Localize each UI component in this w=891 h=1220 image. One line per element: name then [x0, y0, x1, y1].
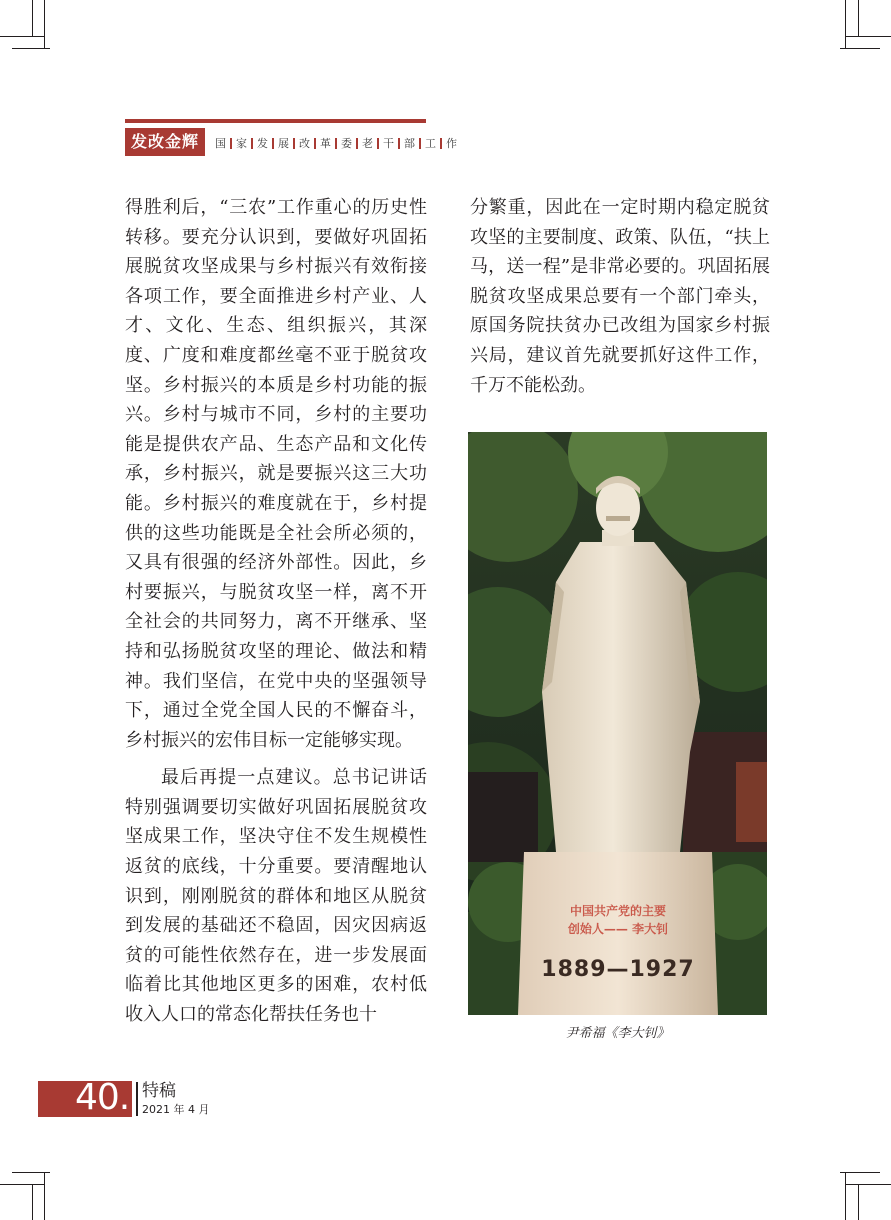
photo-caption: 尹希福《李大钊》	[565, 1026, 670, 1041]
header-title-char: 委	[341, 137, 352, 150]
crop-mark-bottom-right-h2	[840, 1172, 880, 1173]
nav-separator	[377, 138, 379, 149]
column-brand-logo: 发改金辉	[125, 128, 205, 156]
header-title-char: 部	[404, 137, 415, 150]
article-paragraph: 最后再提一点建议。总书记讲话特别强调要切实做好巩固拓展脱贫攻坚成果工作，坚决守住不发生规模性返贫的底线，十分重要。要清醒地认识到，刚刚脱贫的群体和地区从脱贫到发展的基础还不稳固，因灾因病返贫的可能性依然存在，进一步发展面临着比其他地区更多的困难，农村低收入人口的常态化帮扶任务也十	[125, 767, 427, 1026]
header-title-char: 国	[215, 137, 226, 150]
crop-mark-top-right-v2	[858, 0, 859, 36]
nav-separator	[419, 138, 421, 149]
crop-mark-bottom-left-v2	[32, 1184, 33, 1220]
article-left-column	[125, 193, 427, 1030]
crop-mark-bottom-left-h	[0, 1184, 44, 1185]
header-title-char: 作	[446, 137, 457, 150]
crop-mark-bottom-left-h2	[12, 1172, 50, 1173]
page-number: 40.	[75, 1077, 130, 1118]
header-title-char: 工	[425, 137, 436, 150]
crop-mark-top-left-h2	[12, 48, 50, 49]
pedestal-inscription-line1: 中国共产党的主要	[569, 904, 667, 918]
crop-mark-top-left-h	[0, 36, 44, 37]
nav-separator	[356, 138, 358, 149]
pedestal-years: 1889—1927	[541, 957, 695, 982]
crop-mark-top-left-v2	[32, 0, 33, 36]
crop-mark-bottom-left-v	[44, 1172, 45, 1220]
header-title-char: 老	[362, 137, 373, 150]
header-title-char: 家	[236, 137, 247, 150]
crop-mark-top-left-v	[44, 0, 45, 48]
crop-mark-top-right-v	[845, 0, 846, 48]
statue-photo	[468, 432, 767, 1015]
issue-date: 2021 年 4 月	[142, 1103, 210, 1116]
header-title-char: 干	[383, 137, 394, 150]
header-column-title	[213, 134, 459, 152]
article-right-column	[470, 193, 770, 400]
section-name: 特稿	[142, 1081, 176, 1101]
article-paragraph: 分繁重，因此在一定时期内稳定脱贫攻坚的主要制度、政策、队伍，“扶上马，送一程”是非常必要的。巩固拓展脱贫攻坚成果总要有一个部门牵头，原国务院扶贫办已改组为国家乡村振兴局，建议首先就要抓好这件工作，千万不能松劲。	[470, 197, 770, 396]
footer-divider	[136, 1082, 138, 1116]
nav-separator	[440, 138, 442, 149]
header-title-char: 革	[320, 137, 331, 150]
crop-mark-top-right-h2	[840, 48, 880, 49]
crop-mark-top-right-h	[845, 36, 891, 37]
nav-separator	[230, 138, 232, 149]
header-title-char: 发	[257, 137, 268, 150]
nav-separator	[251, 138, 253, 149]
pedestal-inscription-line2: 创始人—— 李大钊	[567, 922, 669, 936]
header-title-char: 展	[278, 137, 289, 150]
crop-mark-bottom-right-v	[845, 1172, 846, 1220]
header-rule	[125, 119, 426, 123]
nav-separator	[272, 138, 274, 149]
nav-separator	[293, 138, 295, 149]
nav-separator	[398, 138, 400, 149]
crop-mark-bottom-right-v2	[858, 1184, 859, 1220]
nav-separator	[314, 138, 316, 149]
nav-separator	[335, 138, 337, 149]
header-title-char: 改	[299, 137, 310, 150]
article-paragraph: 得胜利后，“三农”工作重心的历史性转移。要充分认识到，要做好巩固拓展脱贫攻坚成果与乡村振兴有效衔接各项工作，要全面推进乡村产业、人才、文化、生态、组织振兴，其深度、广度和难度都丝毫不亚于脱贫攻坚。乡村振兴的本质是乡村功能的振兴。乡村与城市不同，乡村的主要功能是提供农产品、生态产品和文化传承，乡村振兴，就是要振兴这三大功能。乡村振兴的难度就在于，乡村提供的这些功能既是全社会所必须的，又具有很强的经济外部性。因此，乡村要振兴，与脱贫攻坚一样，离不开全社会的共同努力，离不开继承、坚持和弘扬脱贫攻坚的理论、做法和精神。我们坚信，在党中央的坚强领导下，通过全党全国人民的不懈奋斗，乡村振兴的宏伟目标一定能够实现。	[125, 197, 427, 751]
crop-mark-bottom-right-h	[845, 1184, 891, 1185]
